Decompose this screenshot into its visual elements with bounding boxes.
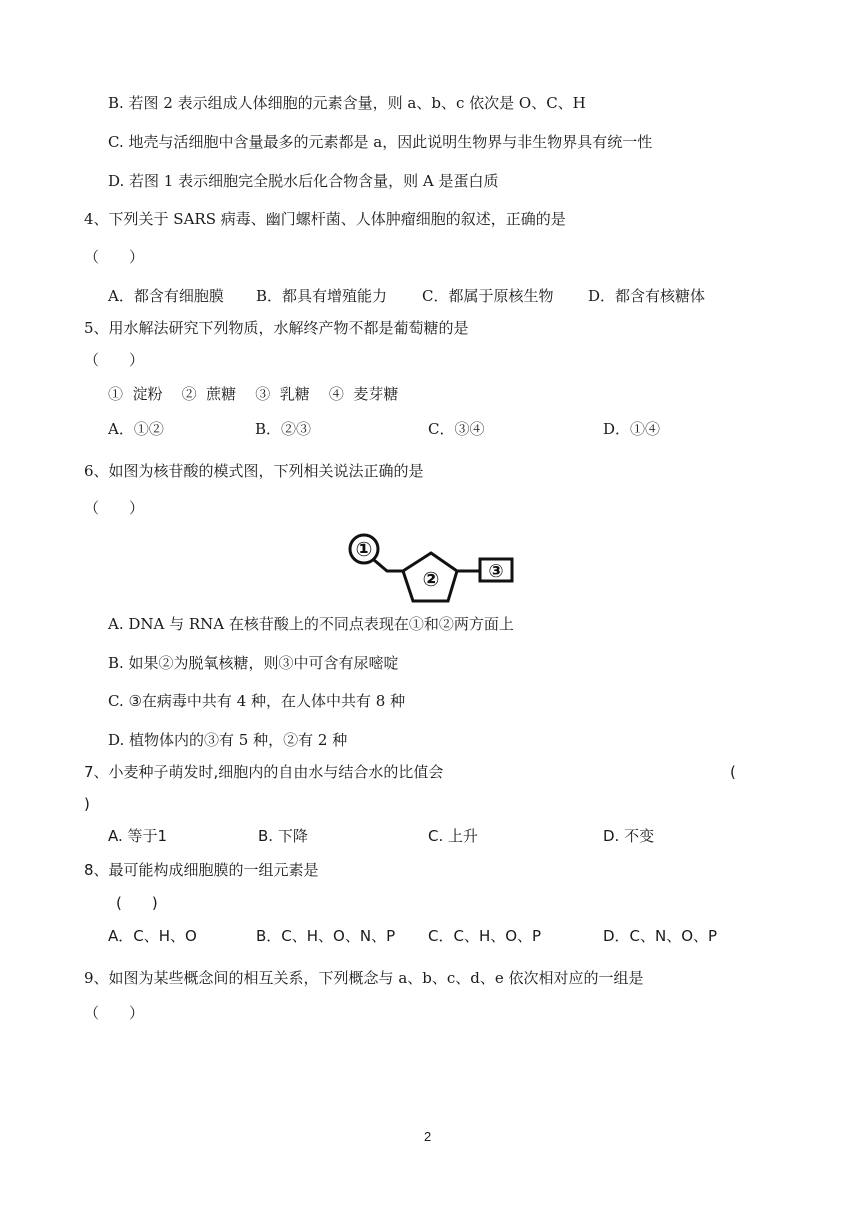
q5-bracket: （ ）: [84, 351, 145, 369]
q4-option-b: B．都具有增殖能力: [256, 287, 388, 305]
label-2: ②: [422, 567, 440, 591]
q8-options: [108, 926, 748, 946]
page-number: 2: [424, 1129, 432, 1144]
q9-stem: 9、如图为某些概念间的相互关系，下列概念与 a、b、c、d、e 依次相对应的一组是: [84, 969, 644, 987]
q5-stem: 5、用水解法研究下列物质，水解终产物不都是葡萄糖的是: [84, 319, 469, 337]
q4-option-c: C．都属于原核生物: [422, 287, 554, 305]
q8-stem: 8、最可能构成细胞膜的一组元素是: [84, 861, 319, 879]
q6-option-c: C. ③在病毒中共有 4 种，在人体中共有 8 种: [108, 692, 406, 710]
q8-option-c: C．C、H、O、P: [428, 927, 542, 945]
q8-option-a: A．C、H、O: [108, 927, 197, 945]
label-1: ①: [355, 537, 373, 561]
label-3: ③: [488, 561, 504, 582]
q7-bracket-open: (: [730, 763, 736, 781]
q5-option-b: B．②③: [255, 420, 312, 438]
q3-option-b: B. 若图 2 表示组成人体细胞的元素含量，则 a、b、c 依次是 O、C、H: [108, 94, 586, 112]
q6-option-a: A. DNA 与 RNA 在核苷酸上的不同点表现在①和②两方面上: [108, 615, 514, 633]
q5-options: [108, 419, 708, 439]
q7-option-d: D. 不变: [603, 827, 655, 845]
q6-bracket: （ ）: [84, 499, 145, 517]
bond-line-left: [374, 560, 402, 571]
nucleotide-diagram: [345, 530, 525, 610]
q7-option-b: B. 下降: [258, 827, 308, 845]
q5-option-c: C．③④: [428, 420, 485, 438]
q4-stem: 4、下列关于 SARS 病毒、幽门螺杆菌、人体肿瘤细胞的叙述，正确的是: [84, 210, 566, 228]
q7-bracket-close: ): [84, 795, 90, 813]
q5-option-a: A．①②: [108, 420, 164, 438]
q7-option-a: A. 等于1: [108, 827, 168, 845]
q7-options: [108, 826, 708, 846]
q6-option-d: D. 植物体内的③有 5 种，②有 2 种: [108, 731, 348, 749]
q4-options: [108, 286, 748, 306]
q5-option-d: D．①④: [603, 420, 661, 438]
q7-option-c: C. 上升: [428, 827, 479, 845]
q5-items: ① 淀粉 ② 蔗糖 ③ 乳糖 ④ 麦芽糖: [108, 385, 399, 403]
q7-stem: 7、小麦种子萌发时,细胞内的自由水与结合水的比值会: [84, 763, 444, 781]
q4-option-d: D．都含有核糖体: [588, 287, 706, 305]
q3-option-d: D. 若图 1 表示细胞完全脱水后化合物含量，则 A 是蛋白质: [108, 172, 499, 190]
q6-option-b: B. 如果②为脱氧核糖，则③中可含有尿嘧啶: [108, 654, 399, 672]
q8-bracket: ( ): [116, 894, 158, 912]
q9-bracket: （ ）: [84, 1004, 145, 1022]
q8-option-b: B．C、H、O、N、P: [256, 927, 396, 945]
q3-option-c: C. 地壳与活细胞中含量最多的元素都是 a，因此说明生物界与非生物界具有统一性: [108, 133, 653, 151]
q6-stem: 6、如图为核苷酸的模式图，下列相关说法正确的是: [84, 462, 424, 480]
q8-option-d: D．C、N、O、P: [603, 927, 718, 945]
q4-option-a: A．都含有细胞膜: [108, 287, 224, 305]
q4-bracket: （ ）: [84, 248, 145, 266]
